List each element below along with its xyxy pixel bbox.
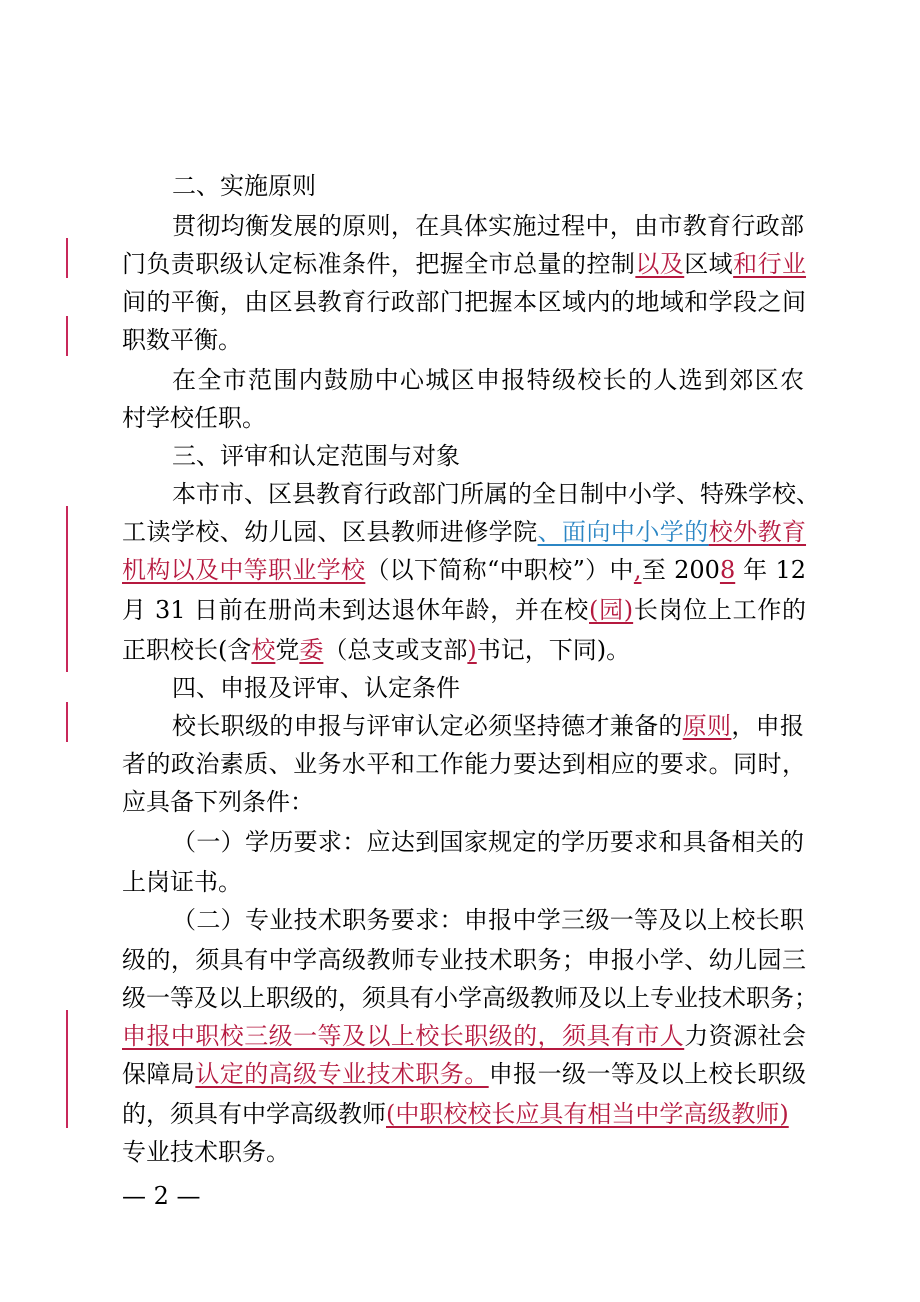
- paragraph-line: [122, 320, 812, 360]
- text: 党: [275, 636, 300, 664]
- inserted-text: 校: [251, 636, 276, 664]
- text: 本市市、区县教育行政部门所属的全日制中小学、特殊学校、: [172, 480, 820, 508]
- text: 保障局: [122, 1060, 196, 1088]
- paragraph-line: [122, 590, 806, 630]
- inserted-text-blue: 、面向中小学的: [537, 518, 709, 546]
- section-heading: [172, 166, 862, 206]
- text: 的，须具有中学高级教师: [122, 1100, 386, 1128]
- paragraph-line: [122, 862, 812, 902]
- inserted-text: ,: [633, 556, 642, 584]
- inserted-text: (园): [589, 596, 634, 624]
- section-heading: [172, 436, 862, 476]
- revision-bar: [66, 506, 68, 626]
- paragraph-line: [122, 512, 806, 552]
- paragraph-line: [172, 474, 820, 514]
- paragraph-line: [172, 900, 804, 940]
- text: 上岗证书。: [122, 868, 242, 896]
- paragraph-line: [172, 822, 804, 862]
- heading-text: 四、申报及评审、认定条件: [172, 674, 460, 702]
- inserted-text: 以及: [635, 250, 685, 278]
- text: 职数平衡。: [122, 326, 242, 354]
- inserted-text: 委: [299, 636, 324, 664]
- text: ，申报: [731, 712, 804, 740]
- text: 者的政治素质、业务水平和工作能力要达到相应的要求。同时，: [122, 750, 806, 778]
- text: 至 200: [641, 556, 720, 584]
- text: 工读学校、幼儿园、区县教师进修学院: [122, 518, 538, 546]
- text: 应具备下列条件：: [122, 788, 314, 816]
- inserted-text: 校外教育: [708, 518, 807, 546]
- text: （一）学历要求：应达到国家规定的学历要求和具备相关的: [172, 828, 804, 856]
- text: 申报一级一等及以上校长职级: [488, 1060, 807, 1088]
- text: 间的平衡，由区县教育行政部门把握本区域内的地域和学段之间: [122, 288, 806, 316]
- text: （总支或支部: [323, 636, 468, 664]
- inserted-text: ): [467, 636, 477, 664]
- paragraph-line: [172, 360, 804, 400]
- inserted-text: 和行业: [733, 250, 807, 278]
- revision-bar: [66, 702, 68, 742]
- paragraph-line: [122, 1132, 812, 1172]
- paragraph-line: [122, 744, 806, 784]
- paragraph-line: [122, 244, 806, 284]
- paragraph-line: [122, 282, 806, 322]
- paragraph-line: [122, 1054, 806, 1094]
- paragraph-line: [122, 398, 812, 438]
- inserted-text: 8: [719, 556, 736, 584]
- inserted-text: 机构以及中等职业学校: [122, 556, 366, 584]
- inserted-text: 原则: [682, 712, 732, 740]
- section-heading: [172, 668, 862, 708]
- text: 年 12: [735, 556, 807, 584]
- text: 门负责职级认定标准条件，把握全市总量的控制: [122, 250, 636, 278]
- text: 区域: [684, 250, 734, 278]
- inserted-text: (中职校校长应具有相当中学高级教师): [386, 1100, 789, 1128]
- paragraph-line: [122, 940, 806, 980]
- text: 校长职级的申报与评审认定必须坚持德才兼备的: [172, 712, 683, 740]
- paragraph-line: [122, 630, 812, 670]
- heading-text: 三、评审和认定范围与对象: [172, 442, 460, 470]
- text: 长岗位上工作的: [633, 596, 807, 624]
- paragraph-line: [122, 978, 818, 1018]
- revision-bar: [66, 626, 68, 672]
- text: 级一等及以上职级的，须具有小学高级教师及以上专业技术职务；: [122, 984, 818, 1012]
- paragraph-line: [122, 550, 806, 590]
- paragraph-line: [172, 706, 804, 746]
- revision-bar: [66, 1010, 68, 1128]
- inserted-text: 认定的高级专业技术职务。: [195, 1060, 489, 1088]
- heading-text: 二、实施原则: [172, 172, 316, 200]
- paragraph-line: [172, 206, 804, 246]
- text: 专业技术职务。: [122, 1138, 290, 1166]
- text: 级的，须具有中学高级教师专业技术职务；申报小学、幼儿园三: [122, 946, 806, 974]
- paragraph-line: [122, 1016, 806, 1056]
- text: 贯彻均衡发展的原则，在具体实施过程中，由市教育行政部: [172, 212, 804, 240]
- inserted-text: 申报中职校三级一等及以上校长职级的，须具有市人: [122, 1022, 685, 1050]
- text: 月 31 日前在册尚未到达退休年龄，并在校: [122, 596, 590, 624]
- text: 正职校长(含: [122, 636, 252, 664]
- revision-bar: [66, 316, 68, 356]
- paragraph-line: [122, 1094, 812, 1134]
- text: 在全市范围内鼓励中心城区申报特级校长的人选到郊区农: [172, 366, 804, 394]
- paragraph-line: [122, 782, 812, 822]
- text: 力资源社会: [684, 1022, 807, 1050]
- text: （二）专业技术职务要求：申报中学三级一等及以上校长职: [172, 906, 804, 934]
- text: 村学校任职。: [122, 404, 266, 432]
- page-number: — 2 —: [122, 1182, 201, 1210]
- text: 书记，下同)。: [476, 636, 631, 664]
- revision-bar: [66, 238, 68, 278]
- text: （以下简称“中职校”）中: [365, 556, 634, 584]
